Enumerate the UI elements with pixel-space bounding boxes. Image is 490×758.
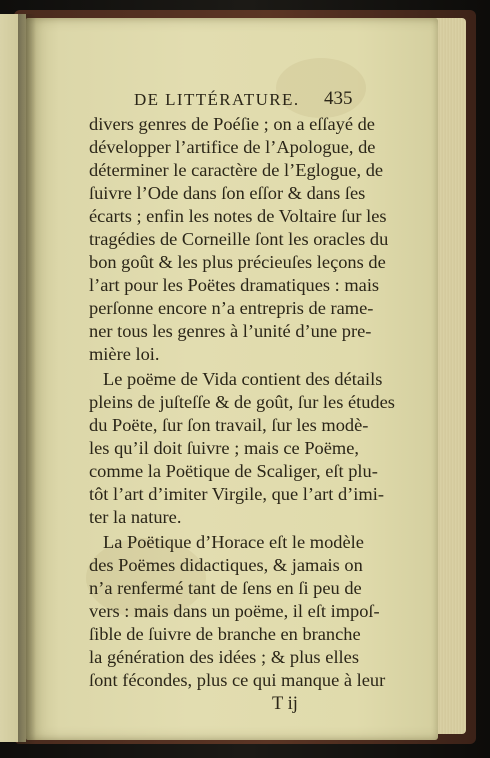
text-line: bon goût & les plus précieuſes leçons de xyxy=(89,252,386,272)
text-line: ſible de ſuivre de branche en branche xyxy=(89,624,361,644)
text-line: tôt l’art d’imiter Virgile, que l’art d’imi- xyxy=(89,484,384,504)
text-line: La Poëtique d’Horace eſt le modèle xyxy=(103,532,364,552)
text-line: des Poëmes didactiques, & jamais on xyxy=(89,555,363,575)
text-line: ter la nature. xyxy=(89,507,182,527)
page-number: 435 xyxy=(324,88,353,109)
text-line: ner tous les genres à l’unité d’une pre- xyxy=(89,321,372,341)
text-line: écarts ; enfin les notes de Voltaire ſur les xyxy=(89,206,387,226)
text-line: l’art pour les Poëtes dramatiques : mais xyxy=(89,275,380,295)
signature-mark: T ij xyxy=(272,694,298,714)
text-line: Le poëme de Vida contient des détails xyxy=(103,369,383,389)
text-line: déterminer le caractère de l’Eglogue, de xyxy=(89,160,384,180)
text-line: pleins de juſteſſe & de goût, ſur les études xyxy=(89,392,395,412)
text-line: les qu’il doit ſuivre ; mais ce Poëme, xyxy=(89,438,359,458)
text-line: divers genres de Poéſie ; on a eſſayé de xyxy=(89,114,375,134)
text-line: du Poëte, ſur ſon travail, ſur les modè- xyxy=(89,415,369,435)
text-line: perſonne encore n’a entrepris de rame- xyxy=(89,298,374,318)
text-line: mière loi. xyxy=(89,344,160,364)
text-line: ſont fécondes, plus ce qui manque à leur xyxy=(89,670,386,690)
text-line: ſuivre l’Ode dans ſon eſſor & dans ſes xyxy=(89,183,366,203)
text-line: développer l’artifice de l’Apologue, de xyxy=(89,137,376,157)
text-line: la génération des idées ; & plus elles xyxy=(89,647,359,667)
text-line: vers : mais dans un poëme, il eſt impoſ- xyxy=(89,601,380,621)
text-line: n’a renfermé tant de ſens en ſi peu de xyxy=(89,578,362,598)
text-line: tragédies de Corneille ſont les oracles du xyxy=(89,229,389,249)
text-line: comme la Poëtique de Scaliger, eſt plu- xyxy=(89,461,378,481)
running-head: DE LITTÉRATURE. xyxy=(134,90,300,109)
